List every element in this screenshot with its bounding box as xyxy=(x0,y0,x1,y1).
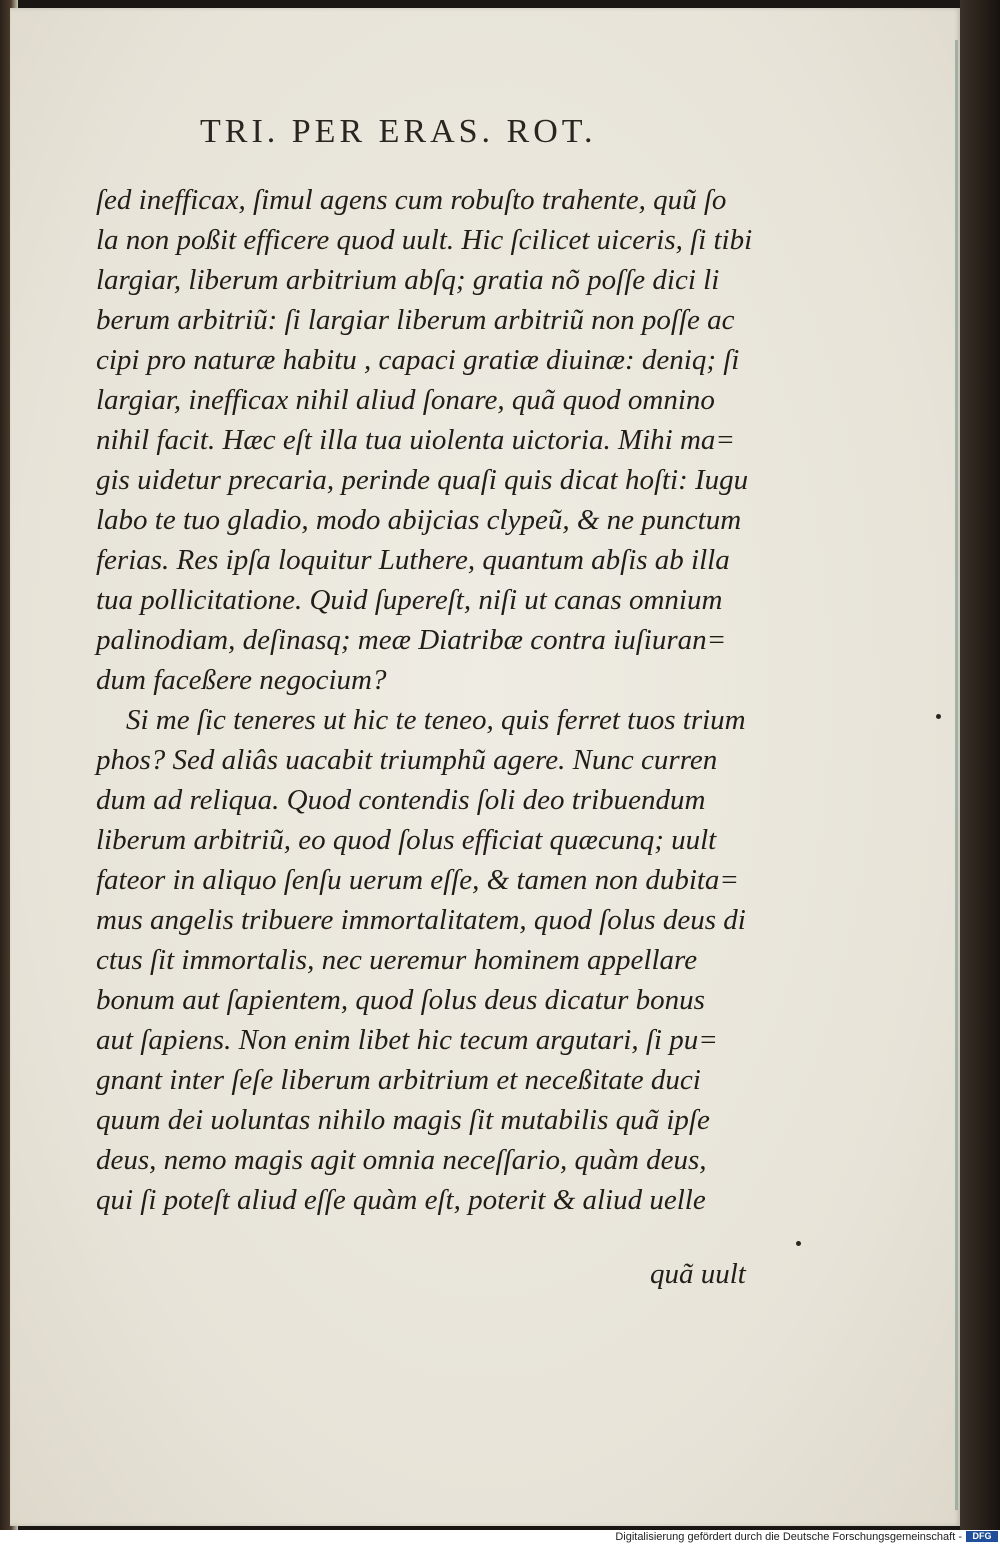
text-line: palinodiam, deſinasq; meæ Diatribæ contra iuſiuran= xyxy=(96,624,727,656)
digitization-credit: Digitalisierung gefördert durch die Deutsche Forschungsgemeinschaft - xyxy=(615,1531,962,1543)
text-line: cipi pro naturæ habitu , capaci gratiæ diuinæ: deniq; ſi xyxy=(96,344,740,376)
text-line: largiar, liberum arbitrium abſq; gratia nõ poſſe dici li xyxy=(96,264,720,296)
text-line: mus angelis tribuere immortalitatem, quod ſolus deus di xyxy=(96,904,746,936)
page-fore-edge xyxy=(960,0,1000,1530)
text-line: dum ad reliqua. Quod contendis ſoli deo tribuendum xyxy=(96,784,706,816)
text-line: labo te tuo gladio, modo abijcias clypeũ, & ne punctum xyxy=(96,504,742,536)
text-line: largiar, inefficax nihil aliud ſonare, quã quod omnino xyxy=(96,384,715,416)
text-line: fateor in aliquo ſenſu uerum eſſe, & tamen non dubita= xyxy=(96,864,739,896)
text-line: gis uidetur precaria, perinde quaſi quis dicat hoſti: Iugu xyxy=(96,464,749,496)
text-line: la non poßit efficere quod uult. Hic ſcilicet uiceris, ſi tibi xyxy=(96,224,753,256)
running-head: TRI. PER ERAS. ROT. xyxy=(200,113,597,150)
text-line: nihil facit. Hæc eſt illa tua uiolenta uictoria. Mihi ma= xyxy=(96,424,735,456)
text-line: gnant inter ſeſe liberum arbitrium et neceßitate duci xyxy=(96,1064,701,1096)
text-line: quum dei uoluntas nihilo magis ſit mutabilis quã ipſe xyxy=(96,1104,710,1136)
text-line: bonum aut ſapientem, quod ſolus deus dicatur bonus xyxy=(96,984,705,1016)
text-line: deus, nemo magis agit omnia neceſſario, quàm deus, xyxy=(96,1144,707,1176)
body-text xyxy=(96,180,776,1220)
text-line: berum arbitriũ: ſi largiar liberum arbitriũ non poſſe ac xyxy=(96,304,735,336)
text-line: phos? Sed aliâs uacabit triumphũ agere. Nunc curren xyxy=(96,744,718,776)
text-line: ctus ſit immortalis, nec ueremur hominem appellare xyxy=(96,944,698,976)
paper-speck xyxy=(796,1241,801,1246)
text-line: ſed inefficax, ſimul agens cum robuſto trahente, quũ ſo xyxy=(96,184,727,216)
catchword: quã uult xyxy=(650,1258,746,1290)
dfg-logo: DFG xyxy=(966,1531,998,1542)
paper-speck xyxy=(936,714,941,719)
text-line: qui ſi poteſt aliud eſſe quàm eſt, poterit & aliud uelle xyxy=(96,1184,706,1216)
text-line: liberum arbitriũ, eo quod ſolus efficiat quæcunq; uult xyxy=(96,824,717,856)
paragraph-start-line: Si me ſic teneres ut hic te teneo, quis ferret tuos trium xyxy=(126,704,746,736)
page-edge-line xyxy=(955,40,958,1510)
text-line: aut ſapiens. Non enim libet hic tecum argutari, ſi pu= xyxy=(96,1024,718,1056)
text-line: tua pollicitatione. Quid ſupereſt, niſi ut canas omnium xyxy=(96,584,723,616)
text-line: ferias. Res ipſa loquitur Luthere, quantum abſis ab illa xyxy=(96,544,730,576)
text-line: dum faceßere negocium? xyxy=(96,664,387,696)
